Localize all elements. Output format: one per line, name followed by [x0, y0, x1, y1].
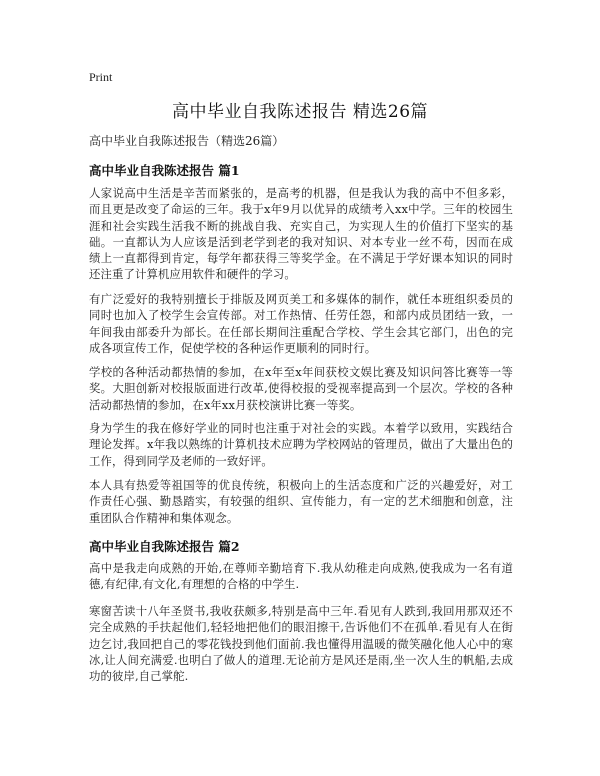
- paragraph: 本人具有热爱等祖国等的优良传统，积极向上的生活态度和广泛的兴趣爱好，对工作责任心强、勤恳踏实，有较强的组织、宣传能力，有一定的艺术细胞和创意，注重团队合作精神和集体观念。: [89, 478, 513, 525]
- paragraph: 高中是我走向成熟的开始,在尊师辛勤培育下.我从幼稚走向成熟,使我成为一名有道德,有纪律,有文化,有理想的合格的中学生.: [89, 561, 513, 592]
- paragraph: 人家说高中生活是辛苦而紧张的，是高考的机器，但是我认为我的高中不但多彩，而且更是改变了命运的三年。我于x年9月以优异的成绩考入xx中学。三年的校园生涯和社会实践生活我不断的挑战自我、充实自己，为实现人生的价值打下坚实的基础。一直都认为人应该是活到老学到老的我对知识、对本专业一丝不苟，因而在成绩上一直都得到肯定，每学年都获得三等奖学金。在不满足于学好课本知识的同时还注重了计算机应用软件和硬件的学习。: [89, 186, 513, 282]
- paragraph: 学校的各种活动都热情的参加，在x年至x年间获校文娱比赛及知识问答比赛等一等奖。大胆创新对校报版面进行改革,使得校报的受视率提高到一个层次。学校的各种活动都热情的参加，在x年xx月获校演讲比赛一等奖。: [89, 365, 513, 412]
- document-title: 高中毕业自我陈述报告 精选26篇: [171, 102, 429, 122]
- paragraph: 有广泛爱好的我特别擅长于排版及网页美工和多媒体的制作，就任本班组织委员的同时也加入了校学生会宣传部。对工作热情、任劳任怨，和部内成员团结一致，一年间我由部委升为部长。在任部长期间注重配合学校、学生会其它部门，出色的完成各项宣传工作，促使学校的各种运作更顺利的同时行。: [89, 292, 513, 355]
- document-subtitle: 高中毕业自我陈述报告（精选26篇）: [89, 134, 285, 148]
- paragraph: 身为学生的我在修好学业的同时也注重于对社会的实践。本着学以致用，实践结合理论发挥。x年我以熟练的计算机技术应聘为学校网站的管理员，做出了大量出色的工作，得到同学及老师的一致好评。: [89, 421, 513, 468]
- section-heading-2: 高中毕业自我陈述报告 篇2: [89, 539, 240, 554]
- section-heading-1: 高中毕业自我陈述报告 篇1: [89, 163, 240, 178]
- print-label: Print: [89, 70, 113, 84]
- paragraph: 寒窗苦读十八年圣贤书,我收获颇多,特别是高中三年.看见有人跌到,我回用那双还不完全成熟的手扶起他们,轻轻地把他们的眼泪擦干,告诉他们不在孤单.看见有人在街边乞讨,我回把自己的零花钱投到他们面前.我也懂得用温暖的微笑融化他人心中的寒冰,让人间充满爱.也明白了做人的道理.无论前方是风还是雨,坐一次人生的帆船,去成功的彼岸,自己掌舵.: [89, 604, 513, 684]
